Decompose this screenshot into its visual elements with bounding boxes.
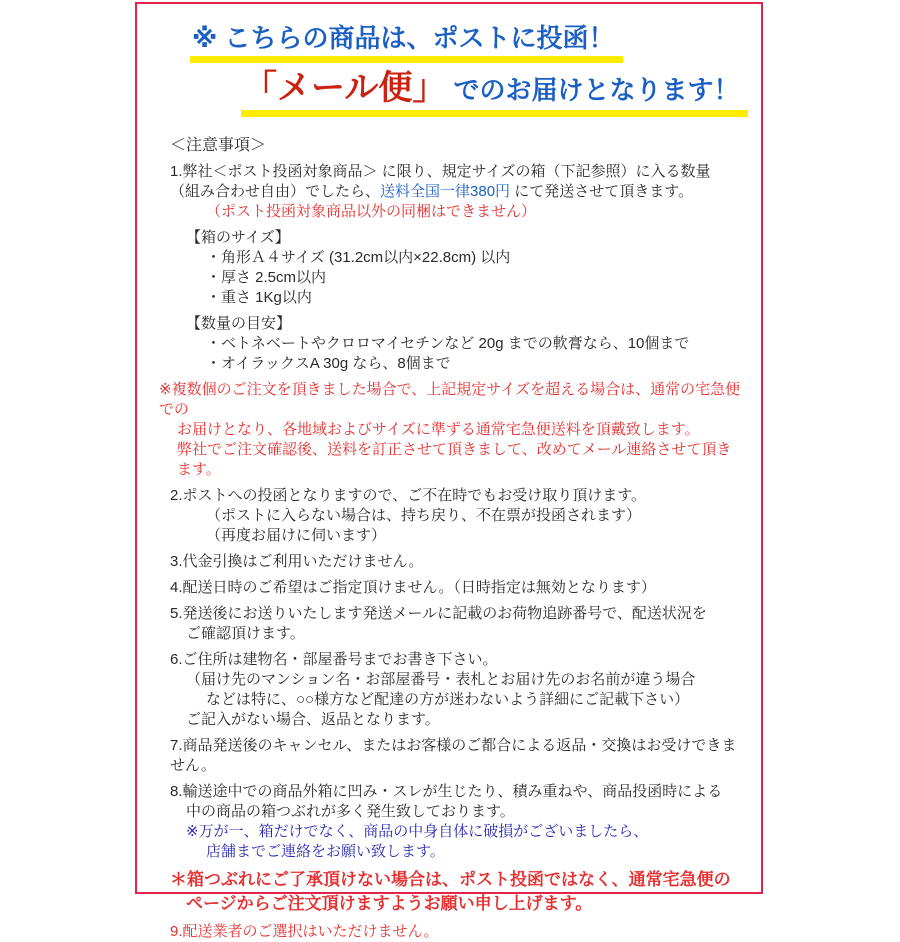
- paragraph-item-9-no-carrier-choice: [170, 922, 745, 942]
- header: [137, 4, 761, 117]
- notice-line: [170, 650, 745, 670]
- notice-line: [206, 842, 745, 862]
- notice-line: [177, 440, 745, 480]
- paragraph-item-4-no-time-designation: [170, 578, 745, 598]
- text-segment: ＊箱つぶれにご了承頂けない場合は、ポスト投函ではなく、通常宅急便の: [170, 869, 731, 889]
- text-segment: （ポストに入らない場合は、持ち戻り、不在票が投函されます）: [206, 506, 642, 524]
- text-segment: 5.発送後にお送りいたします発送メールに記載のお荷物追跡番号で、配送状況を: [170, 604, 707, 622]
- text-segment: ・オイラックスA 30g なら、8個まで: [206, 354, 451, 372]
- paragraph-box-size: [170, 228, 745, 308]
- notice-line: [170, 782, 745, 802]
- notice-line: [206, 506, 745, 526]
- notice-line: [206, 268, 745, 288]
- header-line-1: [190, 24, 761, 63]
- notice-body: [137, 162, 761, 942]
- text-segment: 弊社でご注文確認後、送料を訂正させて頂きまして、改めてメール連絡させて頂きます。: [177, 440, 732, 478]
- text-segment: 4.配送日時のご希望はご指定頂けません。（日時指定は無効となります）: [170, 578, 656, 596]
- notice-line: [206, 354, 745, 374]
- text-segment: ※万が一、箱だけでなく、商品の中身自体に破損がございましたら、: [186, 822, 649, 840]
- paragraph-item-6-address: [170, 650, 745, 730]
- text-segment: ・ベトネベートやクロロマイセチンなど 20g までの軟膏なら、10個まで: [206, 334, 690, 352]
- notice-line: [186, 710, 745, 730]
- notice-line: [177, 420, 745, 440]
- paragraph-quantity-guide: [170, 314, 745, 374]
- notice-line: [170, 578, 745, 598]
- notice-border-box: [135, 2, 763, 940]
- text-segment: 店舗までご連絡をお願い致します。: [206, 842, 445, 860]
- notice-line: [170, 736, 745, 776]
- notice-line: [186, 822, 745, 842]
- paragraph-item-8-box-damage: [170, 782, 745, 862]
- notice-line: [206, 690, 745, 710]
- text-segment: ・厚さ 2.5cm以内: [206, 268, 327, 286]
- text-segment: でのお届けとなります！: [446, 74, 740, 105]
- notice-line: [170, 868, 745, 892]
- notice-line: [159, 380, 745, 420]
- text-segment: お届けとなり、各地域およびサイズに準ずる通常宅急便送料を頂戴致します。: [177, 420, 700, 438]
- paragraph-item-5-tracking: [170, 604, 745, 644]
- notice-line: [186, 314, 745, 334]
- notice-line: [206, 288, 745, 308]
- text-segment: 【箱のサイズ】: [186, 228, 290, 246]
- text-segment: 6.ご住所は建物名・部屋番号までお書き下さい。: [170, 650, 498, 668]
- text-segment: （ポスト投函対象商品以外の同梱はできません）: [206, 202, 537, 220]
- notice-line: [170, 922, 745, 942]
- paragraph-oversize-warning: [159, 380, 745, 480]
- text-segment: ご確認頂けます。: [186, 624, 305, 642]
- text-segment: ・重さ 1Kg以内: [206, 288, 312, 306]
- text-segment: ※複数個のご注文を頂きました場合で、上記規定サイズを超える場合は、通常の宅急便での: [159, 380, 741, 418]
- paragraph-crushed-box-notice: [170, 868, 745, 916]
- paragraph-item-3-no-cod: [170, 552, 745, 572]
- text-segment: 8.輸送途中での商品外箱に凹み・スレが生じたり、積み重ねや、商品投函時による: [170, 782, 723, 800]
- text-segment: ページからご注文頂けますようお願い申し上げます。: [186, 893, 593, 913]
- text-segment: （届け先のマンション名・お部屋番号・表札とお届け先のお名前が違う場合: [186, 670, 696, 688]
- notice-line: [170, 552, 745, 572]
- paragraph-item-7-no-cancel: [170, 736, 745, 776]
- header-line-2-text: [241, 70, 748, 117]
- notice-line: [170, 182, 745, 202]
- paragraph-item-1-post-target: [170, 162, 745, 222]
- text-segment: 9.配送業者のご選択はいただけません。: [170, 922, 439, 940]
- notice-line: [186, 624, 745, 644]
- text-segment: ・角形Ａ４サイズ (31.2cm以内×22.8cm) 以内: [206, 248, 511, 266]
- text-segment: 「メール便」: [243, 68, 447, 107]
- header-line-1-text: [190, 24, 623, 63]
- text-segment: 中の商品の箱つぶれが多く発生致しております。: [186, 802, 515, 820]
- text-segment: ※ こちらの商品は、ポストに投函！: [192, 23, 615, 53]
- header-line-2: [241, 70, 761, 117]
- notice-line: [206, 202, 745, 222]
- text-segment: にて発送させて頂きます。: [510, 182, 694, 200]
- notice-line: [186, 670, 745, 690]
- text-segment: （再度お届けに伺います）: [206, 526, 387, 544]
- text-segment: 送料全国一律380円: [380, 182, 511, 200]
- notice-line: [170, 162, 745, 182]
- text-segment: 7.商品発送後のキャンセル、またはお客様のご都合による返品・交換はお受けできません。: [170, 736, 737, 774]
- notice-line: [170, 486, 745, 506]
- text-segment: （組み合わせ自由）でしたら、: [170, 182, 381, 200]
- notice-line: [206, 248, 745, 268]
- paragraph-item-2-post-delivery: [170, 486, 745, 546]
- text-segment: などは特に、○○様方など配達の方が迷わないよう詳細にご記載下さい）: [206, 690, 690, 708]
- notice-line: [186, 892, 745, 916]
- notice-title: ＜注意事項＞: [170, 136, 267, 154]
- notice-line: [170, 604, 745, 624]
- text-segment: 3.代金引換はご利用いただけません。: [170, 552, 424, 570]
- text-segment: 【数量の目安】: [186, 314, 292, 332]
- text-segment: 2.ポストへの投函となりますので、ご不在時でもお受け取り頂けます。: [170, 486, 647, 504]
- text-segment: 1.弊社＜ポスト投函対象商品＞ に限り、規定サイズの箱（下記参照）に入る数量: [170, 162, 711, 180]
- notice-line: [186, 228, 745, 248]
- notice-line: [206, 334, 745, 354]
- notice-line: [206, 526, 745, 546]
- notice-line: [186, 802, 745, 822]
- text-segment: ご記入がない場合、返品となります。: [186, 710, 440, 728]
